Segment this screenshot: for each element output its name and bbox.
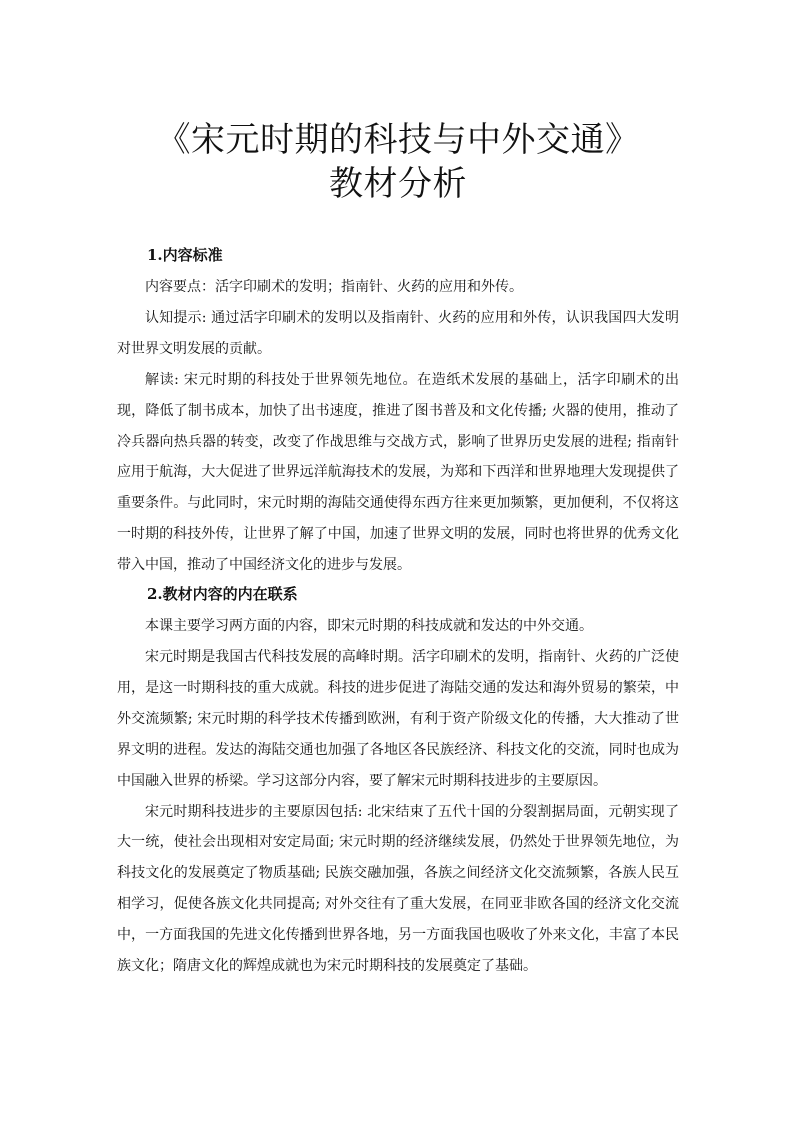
paragraph: 解读: 宋元时期的科技处于世界领先地位。在造纸术发展的基础上，活字印刷术的出现，降低了制书成本，加快了出书速度，推进了图书普及和文化传播; 火器的使用，推动了冷兵器向热兵器的转变，改变了作战思维与交战方式，影响了世界历史发展的进程; 指南针应用于航海，大大促进了世界远洋航海技术的发展，为郑和下西洋和世界地理大发现提供了重要条件。与此同时，宋元时期的海陆交通使得东西方往来更加频繁，更加便利，不仅将这一时期的科技外传，让世界了解了中国，加速了世界文明的发展，同时也将世界的优秀文化带入中国，推动了中国经济文化的进步与发展。 (117, 371, 679, 574)
paragraph: 宋元时期科技进步的主要原因包括: 北宋结束了五代十国的分裂割据局面，元朝实现了大一统，使社会出现相对安定局面; 宋元时期的经济继续发展，仍然处于世界领先地位，为科技文化的发展奠定了物质基础; 民族交融加强，各族之间经济文化交流频繁，各族人民互相学习，促使各族文化共同提高; 对外交往有了重大发展，在同亚非欧各国的经济文化交流中，一方面我国的先进文化传播到世界各地，另一方面我国也吸收了外来文化，丰富了本民族文化；隋唐文化的辉煌成就也为宋元时期科技的发展奠定了基础。 (117, 803, 679, 975)
section-heading: 2.教材内容的内在联系 (147, 585, 298, 604)
section-content-standard (117, 244, 679, 581)
document-subtitle: 教材分析 (329, 164, 467, 204)
section-internal-connection (117, 583, 679, 982)
document-title: 《宋元时期的科技与中外交通》 (156, 120, 640, 160)
document-body (117, 244, 679, 982)
section-heading: 1.内容标准 (147, 246, 223, 264)
paragraph: 内容要点：活字印刷术的发明；指南针、火药的应用和外传。 (145, 279, 523, 295)
document-page (117, 118, 679, 982)
paragraph: 本课主要学习两方面的内容，即宋元时期的科技成就和发达的中外交通。 (145, 618, 593, 635)
paragraph: 宋元时期是我国古代科技发展的高峰时期。活字印刷术的发明，指南针、火药的广泛使用，是这一时期科技的重大成就。科技的进步促进了海陆交通的发达和海外贸易的繁荣，中外交流频繁; 宋元时期的科学技术传播到欧洲，有利于资产阶级文化的传播，大大推动了世界文明的进程。发达的海陆交通也加强了各地区各民族经济、科技文化的交流，同时也成为中国融入世界的桥梁。学习这部分内容，要了解宋元时期科技进步的主要原因。 (117, 648, 679, 789)
paragraph: 认知提示: 通过活字印刷术的发明以及指南针、火药的应用和外传，认识我国四大发明对世界文明发展的贡献。 (117, 309, 679, 357)
